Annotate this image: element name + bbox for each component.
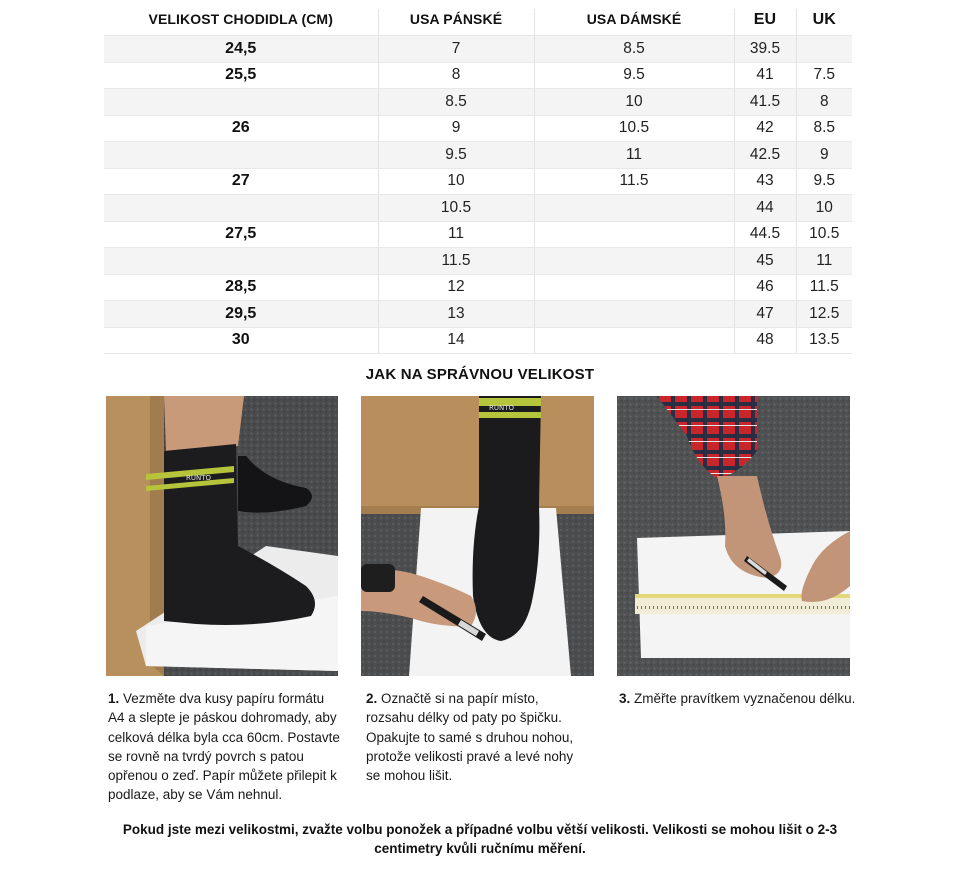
- foot-length-cell: 25,5: [104, 62, 378, 89]
- table-row: [104, 62, 852, 89]
- eu-cell: 39.5: [734, 36, 796, 63]
- table-row: [104, 248, 852, 275]
- table-row: [104, 195, 852, 222]
- photo-marking-toe: [361, 396, 594, 676]
- usa-men-cell: 9.5: [378, 142, 534, 169]
- size-table: [104, 9, 852, 354]
- uk-cell: 8.5: [796, 115, 852, 142]
- usa-men-cell: 7: [378, 36, 534, 63]
- table-header-row: [104, 9, 852, 36]
- foot-length-cell: 30: [104, 327, 378, 354]
- usa-men-cell: 9: [378, 115, 534, 142]
- header-foot-length: VELIKOST CHODIDLA (CM): [104, 9, 378, 36]
- step-3-text: Změřte pravítkem vyznačenou délku.: [634, 691, 856, 706]
- table-row: [104, 221, 852, 248]
- step1-illustration: [106, 396, 338, 676]
- uk-cell: 11.5: [796, 274, 852, 301]
- eu-cell: 41: [734, 62, 796, 89]
- sock-brand-text-2: RUNTO: [489, 404, 515, 412]
- foot-length-cell: 28,5: [104, 274, 378, 301]
- eu-cell: 43: [734, 168, 796, 195]
- header-eu: EU: [734, 9, 796, 36]
- table-row: [104, 301, 852, 328]
- table-body: [104, 36, 852, 354]
- usa-men-cell: 14: [378, 327, 534, 354]
- eu-cell: 42: [734, 115, 796, 142]
- table-row: [104, 327, 852, 354]
- table-row: [104, 168, 852, 195]
- eu-cell: 48: [734, 327, 796, 354]
- usa-women-cell: [534, 248, 734, 275]
- table-row: [104, 142, 852, 169]
- guide-heading: JAK NA SPRÁVNOU VELIKOST: [365, 366, 595, 383]
- eu-cell: 46: [734, 274, 796, 301]
- foot-length-cell: 24,5: [104, 36, 378, 63]
- table-row: [104, 36, 852, 63]
- uk-cell: 8: [796, 89, 852, 116]
- usa-men-cell: 11.5: [378, 248, 534, 275]
- table-row: [104, 115, 852, 142]
- eu-cell: 42.5: [734, 142, 796, 169]
- usa-women-cell: [534, 195, 734, 222]
- header-uk: UK: [796, 9, 852, 36]
- uk-cell: 9: [796, 142, 852, 169]
- uk-cell: 10.5: [796, 221, 852, 248]
- uk-cell: 13.5: [796, 327, 852, 354]
- usa-women-cell: 11: [534, 142, 734, 169]
- foot-length-cell: 27,5: [104, 221, 378, 248]
- sock-brand-text-1: RUNTO: [186, 474, 212, 482]
- foot-length-cell: [104, 248, 378, 275]
- usa-men-cell: 13: [378, 301, 534, 328]
- usa-women-cell: 11.5: [534, 168, 734, 195]
- foot-length-cell: [104, 142, 378, 169]
- usa-women-cell: 10: [534, 89, 734, 116]
- foot-length-cell: [104, 195, 378, 222]
- usa-men-cell: 11: [378, 221, 534, 248]
- photo-heel-against-wall: [106, 396, 338, 676]
- eu-cell: 45: [734, 248, 796, 275]
- usa-women-cell: 8.5: [534, 36, 734, 63]
- step3-illustration: [617, 396, 850, 676]
- header-usa-women: USA DÁMSKÉ: [534, 9, 734, 36]
- table-row: [104, 274, 852, 301]
- usa-men-cell: 10.5: [378, 195, 534, 222]
- usa-men-cell: 10: [378, 168, 534, 195]
- step-1-text: Vezměte dva kusy papíru formátu A4 a slepte je páskou dohromady, aby celková délka byla cca 60cm. Postavte se rovně na tvrdý povrch s patou opřenou o zeď. Papír můžete přilepit k podlaze, aby se Vám nehnul.: [108, 691, 340, 803]
- foot-length-cell: 27: [104, 168, 378, 195]
- uk-cell: 9.5: [796, 168, 852, 195]
- usa-women-cell: [534, 301, 734, 328]
- foot-length-cell: 29,5: [104, 301, 378, 328]
- photo-measuring-ruler: [617, 396, 850, 676]
- usa-women-cell: [534, 274, 734, 301]
- step2-illustration: [361, 396, 594, 676]
- foot-length-cell: 26: [104, 115, 378, 142]
- header-usa-men: USA PÁNSKÉ: [378, 9, 534, 36]
- step-2-text: Označtě si na papír místo, rozsahu délky od paty po špičku. Opakujte to samé s druhou nohou, protože velikosti pravé a levé nohy se mohou lišit.: [366, 691, 574, 784]
- foot-length-cell: [104, 89, 378, 116]
- step-2-number: 2.: [366, 691, 378, 706]
- usa-women-cell: 9.5: [534, 62, 734, 89]
- table-row: [104, 89, 852, 116]
- size-note: Pokud jste mezi velikostmi, zvažte volbu ponožek a případné volbu větší velikosti. Velikosti se mohou lišit o 2-3 centimetry kvůli ručnímu měření.: [122, 822, 838, 856]
- usa-men-cell: 8: [378, 62, 534, 89]
- usa-men-cell: 8.5: [378, 89, 534, 116]
- eu-cell: 44: [734, 195, 796, 222]
- uk-cell: 7.5: [796, 62, 852, 89]
- eu-cell: 47: [734, 301, 796, 328]
- usa-men-cell: 12: [378, 274, 534, 301]
- eu-cell: 41.5: [734, 89, 796, 116]
- usa-women-cell: [534, 221, 734, 248]
- uk-cell: 11: [796, 248, 852, 275]
- usa-women-cell: 10.5: [534, 115, 734, 142]
- usa-women-cell: [534, 327, 734, 354]
- step-1: [108, 689, 340, 805]
- step-1-number: 1.: [108, 691, 120, 706]
- step-3: [619, 689, 859, 708]
- step-2: [366, 689, 586, 785]
- uk-cell: [796, 36, 852, 63]
- eu-cell: 44.5: [734, 221, 796, 248]
- uk-cell: 10: [796, 195, 852, 222]
- uk-cell: 12.5: [796, 301, 852, 328]
- step-3-number: 3.: [619, 691, 631, 706]
